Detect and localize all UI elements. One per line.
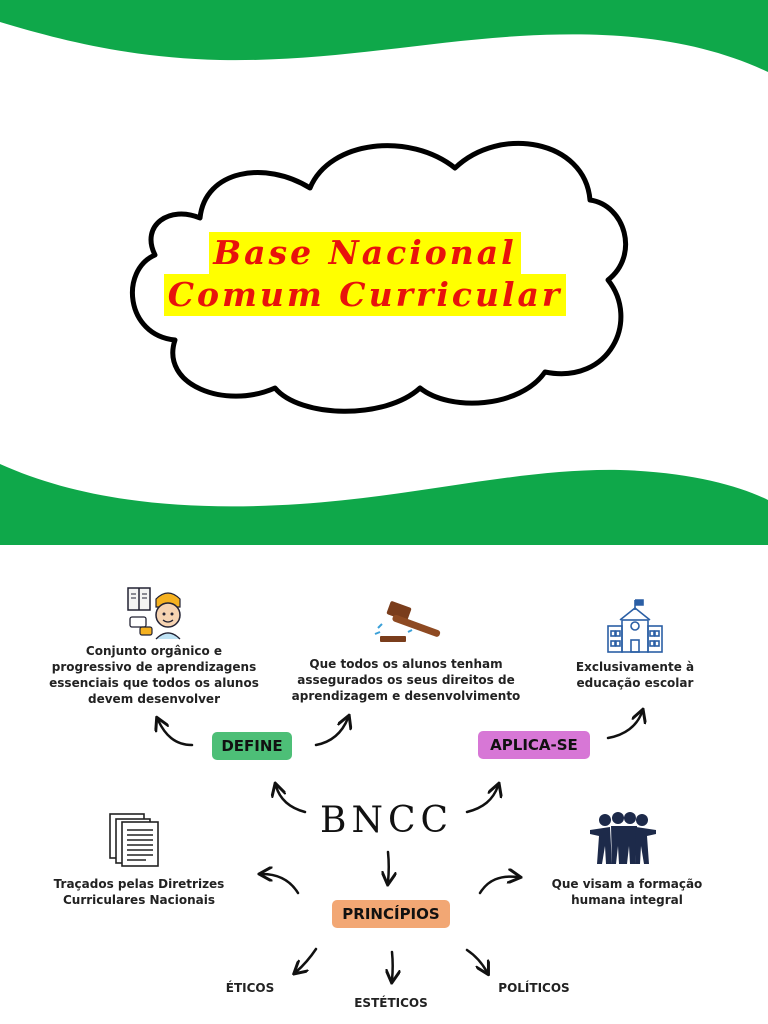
arrow-bncc-to-principios: [388, 852, 389, 882]
left-item-text: Traçados pelas Diretrizes Curriculares Nacionais: [53, 877, 225, 907]
arrow-define-to-item1: [158, 720, 192, 745]
principio-politicos: POLÍTICOS: [498, 981, 570, 995]
define-label: DEFINE: [212, 732, 292, 760]
school-building-icon: [606, 598, 664, 656]
arrow-to-right-item: [480, 877, 518, 893]
right-item-text: Que visam a formação humana integral: [551, 877, 703, 907]
aplica-label: APLICA-SE: [478, 731, 590, 759]
bncc-center: BNCC: [320, 800, 454, 841]
person-reading-icon: [126, 585, 184, 641]
principio-esteticos: ESTÉTICOS: [354, 996, 428, 1010]
people-group-icon: [588, 812, 658, 866]
arrow-to-eticos: [296, 949, 316, 972]
principios-label: PRINCÍPIOS: [332, 900, 450, 928]
arrow-define-to-item2: [316, 718, 348, 745]
documents-icon: [106, 810, 164, 868]
gavel-icon: [372, 598, 448, 646]
aplica-item-text: Exclusivamente à educação escolar: [575, 660, 695, 690]
arrow-aplica-to-item: [608, 712, 642, 738]
define-item1-text: Conjunto orgânico e progressivo de aprendizagens essenciais que todos os alunos devem desenvolver: [49, 644, 259, 706]
title-line-2: Comum Curricular: [164, 274, 567, 316]
arrow-to-esteticos: [392, 952, 393, 980]
arrow-bncc-to-aplica: [467, 786, 498, 812]
define-item2-text: Que todos os alunos tenham assegurados os seus direitos de aprendizagem e desenvolvimento: [291, 657, 521, 703]
principio-eticos: ÉTICOS: [225, 981, 275, 995]
title-line-1: Base Nacional: [209, 232, 520, 274]
arrow-to-politicos: [467, 950, 487, 972]
arrow-to-left-item: [262, 874, 298, 893]
arrow-bncc-to-define: [276, 786, 305, 812]
